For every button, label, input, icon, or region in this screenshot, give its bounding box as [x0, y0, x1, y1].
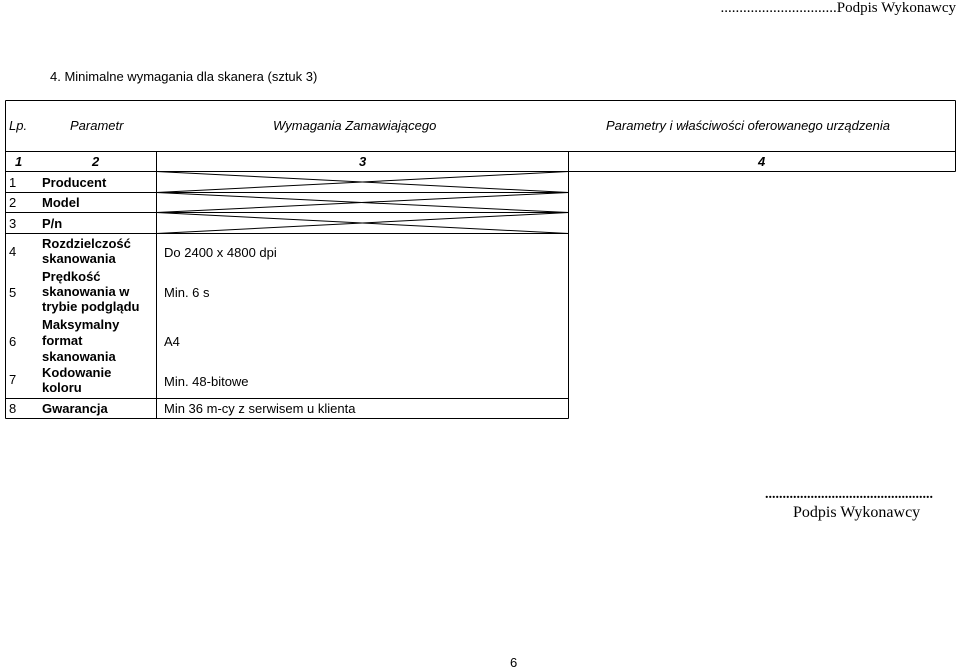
header-parametry-oferowane: Parametry i właściwości oferowanego urządzenia: [606, 118, 890, 133]
row-7-param: Kodowanie koloru: [42, 365, 112, 395]
row-7-lp: 7: [9, 372, 17, 387]
bottom-signature-label: Podpis Wykonawcy: [793, 504, 921, 521]
col-number-4: 4: [758, 154, 766, 169]
row-2-lp: 2: [9, 195, 17, 210]
row-3-param: P/n: [42, 216, 63, 231]
header-lp: Lp.: [9, 118, 28, 133]
header-wymagania: Wymagania Zamawiającego: [273, 118, 437, 133]
section-title: 4. Minimalne wymagania dla skanera (sztuk 3): [50, 69, 318, 84]
row-5-req: Min. 6 s: [164, 285, 210, 300]
row-6-req: A4: [164, 334, 180, 349]
row-4-req: Do 2400 x 4800 dpi: [164, 245, 277, 260]
header-parametr: Parametr: [70, 118, 124, 133]
row-8-lp: 8: [9, 401, 17, 416]
bottom-signature-dots: ................................................: [765, 487, 933, 502]
row-7-req: Min. 48-bitowe: [164, 374, 249, 389]
row-1-lp: 1: [9, 175, 17, 190]
row-8-param: Gwarancja: [42, 401, 108, 416]
row-5-param: Prędkość skanowania w trybie podglądu: [42, 269, 140, 314]
row-6-lp: 6: [9, 334, 17, 349]
top-signature: ...............................Podpis Wykonawcy: [720, 0, 956, 16]
row-8-req: Min 36 m-cy z serwisem u klienta: [164, 401, 356, 416]
page-number: 6: [510, 655, 518, 670]
row-6-param: Maksymalny format skanowania: [42, 317, 120, 364]
row-4-param: Rozdzielczość skanowania: [42, 236, 131, 266]
row-2-param: Model: [42, 195, 80, 210]
col-number-3: 3: [359, 154, 367, 169]
row-3-lp: 3: [9, 216, 17, 231]
col-number-1: 1: [15, 154, 23, 169]
row-5-lp: 5: [9, 285, 17, 300]
col-number-2: 2: [92, 154, 100, 169]
row-4-lp: 4: [9, 244, 17, 259]
row-1-param: Producent: [42, 175, 107, 190]
